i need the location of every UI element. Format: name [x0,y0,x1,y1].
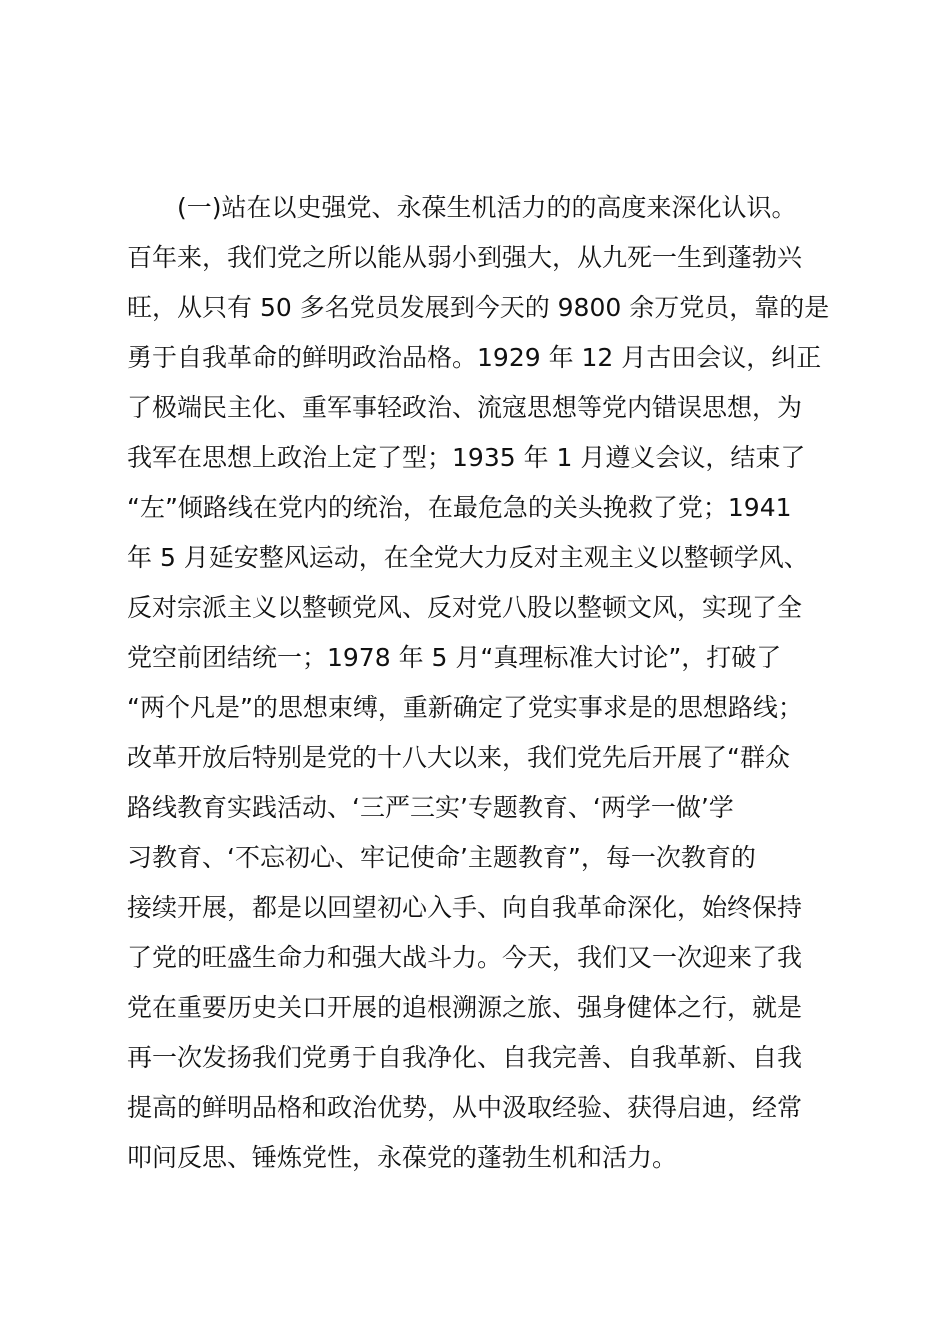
paragraph-line: 党在重要历史关口开展的追根溯源之旅、强身健体之行，就是 [127,993,803,1022]
paragraph-line: 了党的旺盛生命力和强大战斗力。今天，我们又一次迎来了我 [127,943,803,972]
paragraph-line: 党空前团结统一；1978 年 5 月“真理标准大讨论”，打破了 [127,643,782,672]
paragraph-line: “两个凡是”的思想束缚，重新确定了党实事求是的思想路线； [127,693,803,722]
paragraph-line: 叩问反思、锤炼党性，永葆党的蓬勃生机和活力。 [127,1143,678,1172]
paragraph-line: 旺，从只有 50 多名党员发展到今天的 9800 余万党员，靠的是 [127,293,830,322]
paragraph-line: 了极端民主化、重军事轻政治、流寇思想等党内错误思想，为 [127,393,803,422]
paragraph-line: 接续开展，都是以回望初心入手、向自我革命深化，始终保持 [127,893,803,922]
paragraph-line: 年 5 月延安整风运动，在全党大力反对主观主义以整顿学风、 [127,543,809,572]
paragraph-line: 再一次发扬我们党勇于自我净化、自我完善、自我革新、自我 [127,1043,803,1072]
body-paragraph [127,183,847,1183]
paragraph-line: 路线教育实践活动、‘三严三实’专题教育、‘两学一做’学 [127,793,734,822]
paragraph-line: 习教育、‘不忘初心、牢记使命’主题教育”，每一次教育的 [127,843,756,872]
paragraph-line: “左”倾路线在党内的统治，在最危急的关头挽救了党；1941 [127,493,792,522]
paragraph-line: 百年来，我们党之所以能从弱小到强大，从九死一生到蓬勃兴 [127,243,803,272]
paragraph-line: 我军在思想上政治上定了型；1935 年 1 月遵义会议，结束了 [127,443,806,472]
paragraph-line: 勇于自我革命的鲜明政治品格。1929 年 12 月古田会议，纠正 [127,343,822,372]
paragraph-line: 反对宗派主义以整顿党风、反对党八股以整顿文风，实现了全 [127,593,803,622]
paragraph-line: (一)站在以史强党、永葆生机活力的的高度来深化认识。 [177,193,797,222]
paragraph-line: 改革开放后特别是党的十八大以来，我们党先后开展了“群众 [127,743,790,772]
paragraph-line: 提高的鲜明品格和政治优势，从中汲取经验、获得启迪，经常 [127,1093,803,1122]
